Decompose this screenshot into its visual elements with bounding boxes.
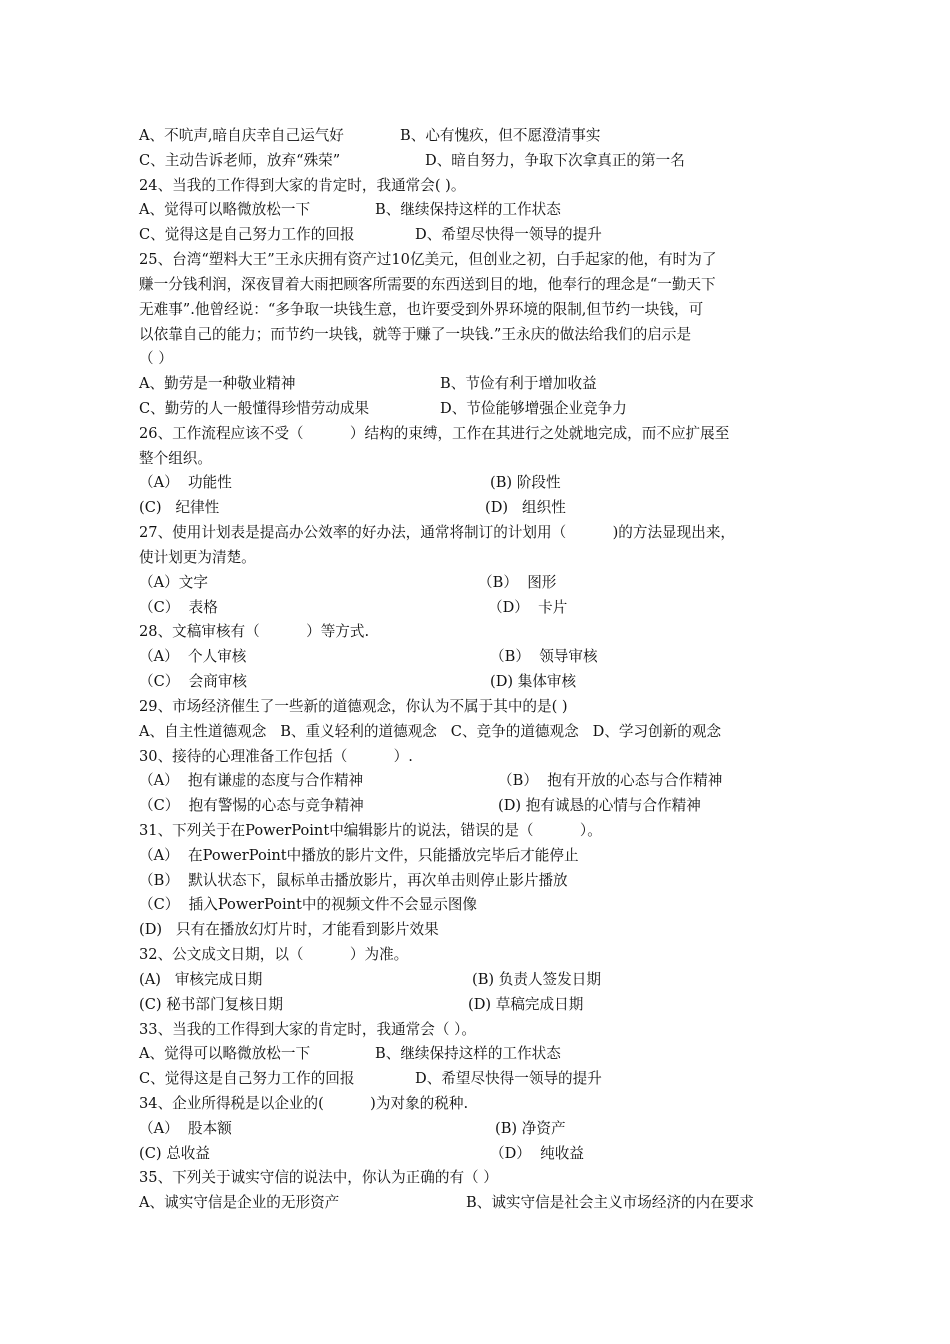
line-text: 25、台湾“塑料大王”王永庆拥有资产过10亿美元，但创业之初，白手起家的他，有时为了 bbox=[139, 251, 717, 269]
text-line bbox=[139, 871, 568, 891]
text-line bbox=[139, 895, 477, 915]
text-line bbox=[139, 672, 577, 692]
line-text: C、觉得这是自己努力工作的回报 bbox=[139, 1070, 355, 1088]
line-text: （A） 在PowerPoint中播放的影片文件，只能播放完毕后才能停止 bbox=[139, 846, 579, 864]
text-line bbox=[139, 697, 568, 717]
text-line bbox=[139, 151, 685, 171]
text-line bbox=[139, 970, 601, 990]
option-second-column: (B) 净资产 bbox=[495, 1119, 566, 1137]
line-text: 28、文稿审核有（ ）等方式. bbox=[139, 623, 370, 641]
line-text: （C） 插入PowerPoint中的视频文件不会显示图像 bbox=[139, 896, 478, 914]
text-line bbox=[139, 498, 566, 518]
text-line bbox=[139, 548, 256, 568]
line-text: 整个组织。 bbox=[139, 449, 212, 467]
text-line bbox=[139, 995, 584, 1015]
option-second-column: （B） 抱有开放的心态与合作精神 bbox=[498, 772, 723, 790]
text-line bbox=[139, 1069, 602, 1089]
line-text: 无难事”.他曾经说：“多争取一块钱生意，也许要受到外界环境的限制,但节约一块钱，可 bbox=[139, 300, 704, 318]
line-text: （C） 会商审核 bbox=[139, 673, 248, 691]
text-line bbox=[139, 821, 602, 841]
option-second-column: B、诚实守信是社会主义市场经济的内在要求 bbox=[466, 1194, 755, 1212]
line-text: （A） 个人审核 bbox=[139, 648, 247, 666]
option-second-column: D、暗自努力，争取下次拿真正的第一名 bbox=[425, 151, 685, 169]
text-line bbox=[139, 573, 557, 593]
line-text: 33、当我的工作得到大家的肯定时，我通常会（ ）。 bbox=[139, 1020, 476, 1038]
option-second-column: D、希望尽快得一领导的提升 bbox=[415, 1070, 602, 1088]
text-line bbox=[139, 598, 568, 618]
text-line bbox=[139, 225, 602, 245]
text-line bbox=[139, 1094, 468, 1114]
text-line bbox=[139, 325, 691, 345]
line-text: 26、工作流程应该不受（ ）结构的束缚，工作在其进行之处就地完成，而不应扩展至 bbox=[139, 424, 730, 442]
line-text: 30、接待的心理准备工作包括（ ）. bbox=[139, 747, 413, 765]
text-line bbox=[139, 647, 598, 667]
line-text: C、勤劳的人一般懂得珍惜劳动成果 bbox=[139, 400, 370, 418]
text-line bbox=[139, 349, 173, 369]
option-second-column: (B) 阶段性 bbox=[490, 474, 561, 492]
line-text: （A）文字 bbox=[139, 573, 208, 591]
text-line bbox=[139, 846, 579, 866]
option-second-column: （D） 纯收益 bbox=[490, 1144, 584, 1162]
text-line bbox=[139, 399, 627, 419]
line-text: 以依靠自己的能力；而节约一块钱，就等于赚了一块钱.”王永庆的做法给我们的启示是 bbox=[139, 325, 692, 343]
line-text: A、觉得可以略微放松一下 bbox=[139, 201, 311, 219]
line-text: （ ） bbox=[139, 350, 173, 368]
line-text: 24、当我的工作得到大家的肯定时，我通常会( )。 bbox=[139, 176, 466, 194]
option-second-column: （B） 图形 bbox=[478, 573, 557, 591]
line-text: A、自主性道德观念 B、重义轻利的道德观念 C、竞争的道德观念 D、学习创新的观念 bbox=[139, 722, 722, 740]
option-second-column: B、节俭有利于增加收益 bbox=[440, 375, 597, 393]
text-line bbox=[139, 275, 716, 295]
line-text: （C） 表格 bbox=[139, 598, 218, 616]
line-text: （C） 抱有警惕的心态与竞争精神 bbox=[139, 797, 364, 815]
option-second-column: (D) 组织性 bbox=[485, 499, 566, 517]
option-second-column: B、继续保持这样的工作状态 bbox=[375, 201, 561, 219]
line-text: A、诚实守信是企业的无形资产 bbox=[139, 1194, 340, 1212]
text-line bbox=[139, 1144, 584, 1164]
line-text: （A） 股本额 bbox=[139, 1119, 232, 1137]
option-second-column: (D) 集体审核 bbox=[490, 673, 577, 691]
option-second-column: (D) 抱有诚恳的心情与合作精神 bbox=[498, 797, 701, 815]
text-line bbox=[139, 473, 561, 493]
text-line bbox=[139, 1168, 498, 1188]
line-text: 27、使用计划表是提高办公效率的好办法，通常将制订的计划用（ )的方法显现出来， bbox=[139, 524, 736, 542]
text-line bbox=[139, 1193, 755, 1213]
text-line bbox=[139, 250, 716, 270]
text-line bbox=[139, 300, 703, 320]
text-line bbox=[139, 424, 729, 444]
text-line bbox=[139, 722, 721, 742]
text-line bbox=[139, 945, 408, 965]
line-text: 32、公文成文日期，以（ ）为准。 bbox=[139, 946, 409, 964]
line-text: C、觉得这是自己努力工作的回报 bbox=[139, 226, 355, 244]
line-text: 31、下列关于在PowerPoint中编辑影片的说法，错误的是（ ）。 bbox=[139, 821, 602, 839]
line-text: A、不吭声,暗自庆幸自己运气好 bbox=[139, 127, 344, 144]
option-second-column: B、心有愧疚，但不愿澄清事实 bbox=[400, 127, 601, 144]
line-text: 29、市场经济催生了一些新的道德观念，你认为不属于其中的是( ) bbox=[139, 697, 568, 715]
line-text: A、觉得可以略微放松一下 bbox=[139, 1045, 311, 1063]
option-second-column: B、继续保持这样的工作状态 bbox=[375, 1045, 561, 1063]
text-line bbox=[139, 920, 439, 940]
text-line bbox=[139, 449, 212, 469]
line-text: 赚一分钱利润，深夜冒着大雨把顾客所需要的东西送到目的地，他奉行的理念是“一勤天下 bbox=[139, 275, 716, 293]
line-text: A、勤劳是一种敬业精神 bbox=[139, 375, 296, 393]
line-text: 34、企业所得税是以企业的( )为对象的税种. bbox=[139, 1094, 469, 1112]
text-line bbox=[139, 126, 601, 146]
line-text: 使计划更为清楚。 bbox=[139, 548, 256, 566]
text-line bbox=[139, 796, 701, 816]
option-second-column: (B) 负责人签发日期 bbox=[472, 970, 601, 988]
option-second-column: （D） 卡片 bbox=[488, 598, 568, 616]
text-line bbox=[139, 200, 561, 220]
text-line bbox=[139, 176, 465, 196]
line-text: (A) 审核完成日期 bbox=[139, 970, 263, 988]
line-text: （A） 抱有谦虚的态度与合作精神 bbox=[139, 772, 364, 790]
option-second-column: (D) 草稿完成日期 bbox=[468, 995, 584, 1013]
option-second-column: （B） 领导审核 bbox=[490, 648, 598, 666]
option-second-column: D、节俭能够增强企业竞争力 bbox=[440, 400, 627, 418]
text-line bbox=[139, 1044, 561, 1064]
line-text: (C) 总收益 bbox=[139, 1144, 210, 1162]
text-line bbox=[139, 747, 413, 767]
line-text: C、主动告诉老师，放弃“殊荣” bbox=[139, 151, 341, 169]
line-text: （A） 功能性 bbox=[139, 474, 232, 492]
line-text: (C) 秘书部门复核日期 bbox=[139, 995, 283, 1013]
text-line bbox=[139, 771, 723, 791]
text-line bbox=[139, 1119, 566, 1139]
text-line bbox=[139, 523, 735, 543]
text-line bbox=[139, 374, 597, 394]
line-text: 35、下列关于诚实守信的说法中，你认为正确的有（ ） bbox=[139, 1169, 498, 1187]
line-text: (C) 纪律性 bbox=[139, 499, 220, 517]
text-line bbox=[139, 622, 369, 642]
option-second-column: D、希望尽快得一领导的提升 bbox=[415, 226, 602, 244]
text-line bbox=[139, 1020, 476, 1040]
line-text: (D) 只有在播放幻灯片时，才能看到影片效果 bbox=[139, 921, 439, 939]
line-text: （B） 默认状态下，鼠标单击播放影片，再次单击则停止影片播放 bbox=[139, 871, 568, 889]
